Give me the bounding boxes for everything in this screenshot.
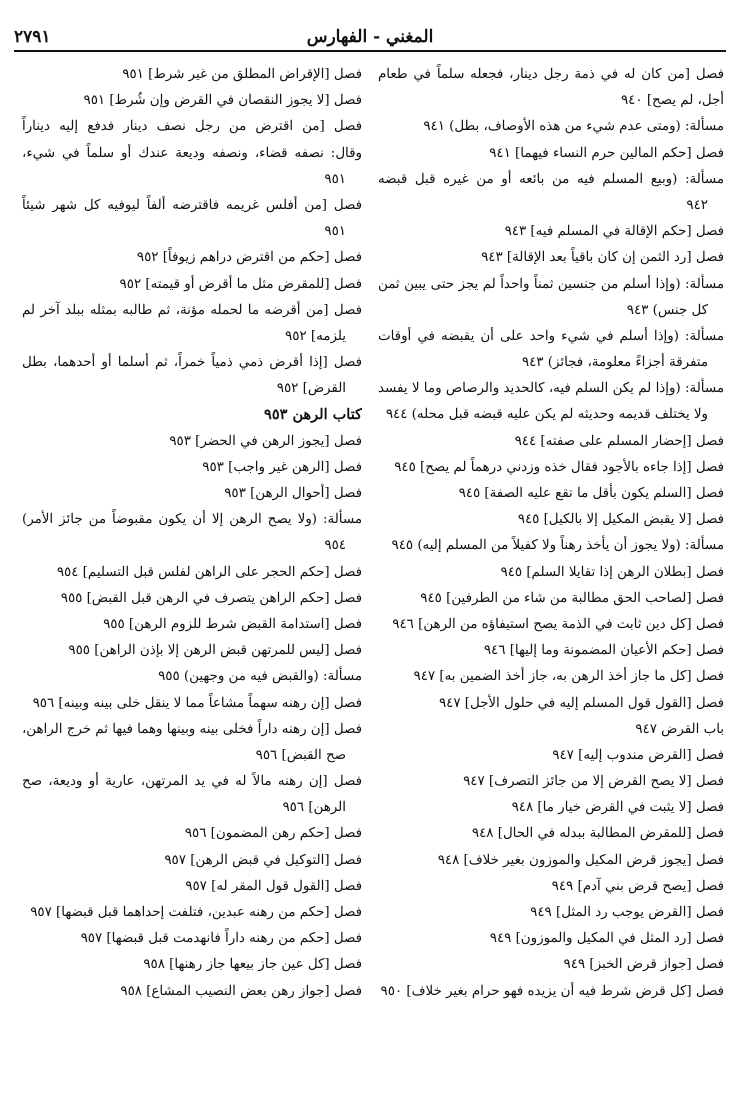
index-entry-line: مسألة: (وإذا لم يكن السلم فيه، كالحديد والرصاص وما لا يفسد	[378, 381, 724, 397]
index-entry-line: فصل [لا يصح القرض إلا من جائز التصرف] ٩٤٧	[463, 774, 724, 790]
index-entry-line: أجل، لم يصح] ٩٤٠	[620, 93, 724, 109]
index-entry-line: مسألة: (وإذا أسلم في شيء واحد على أن يقبضه في أوقات	[378, 328, 724, 344]
index-entry-line: وقال: نصفه قضاء، ونصفه وديعة عندك أو سلماً في شيء،	[22, 145, 362, 161]
index-entry-line: فصل [حكم رهن المضمون] ٩٥٦	[184, 826, 362, 842]
index-entry-line: فصل [القول قول المقر له] ٩٥٧	[185, 878, 362, 894]
index-entry-line: ٩٥١	[324, 171, 346, 187]
index-entry-line: فصل [كل عين جاز بيعها جاز رهنها] ٩٥٨	[143, 957, 362, 973]
index-entry-line: فصل [من اقترض من رجل نصف دينار فدفع إليه ديناراً	[22, 119, 362, 135]
index-entry-line: الرهن] ٩٥٦	[282, 800, 346, 816]
index-entry-line: فصل [يجوز قرض المكيل والموزون بغير خلاف] ٩٤٨	[437, 852, 724, 868]
index-entry-line: متفرقة أجزاءً معلومة، فجائز) ٩٤٣	[521, 355, 708, 371]
index-entry-line: فصل [حكم من رهنه داراً فانهدمت قبل قبضها] ٩٥٧	[80, 931, 362, 947]
index-entry-line: فصل [السلم يكون بأقل ما تقع عليه الصفة] ٩٤٥	[458, 486, 724, 501]
index-entry-line: باب القرض ٩٤٧	[635, 721, 724, 737]
index-entry-line: مسألة: (ومتى عدم شيء من هذه الأوصاف، بطل) ٩٤١	[423, 119, 724, 135]
index-entry-line: فصل [التوكيل في قبض الرهن] ٩٥٧	[164, 852, 362, 868]
index-entry-line: فصل [كل دين ثابت في الذمة يصح استيفاؤه من الرهن] ٩٤٦	[392, 616, 724, 632]
index-entry-line: فصل [للمقرض المطالبة ببدله في الحال] ٩٤٨	[471, 826, 724, 842]
index-entry-line: فصل [إحضار المسلم على صفته] ٩٤٤	[514, 433, 724, 449]
index-entry-line: فصل [القرض يوجب رد المثل] ٩٤٩	[530, 905, 724, 920]
index-entry-line: ٩٥٤	[324, 538, 346, 554]
index-column-right	[378, 62, 724, 1005]
index-entry-line: فصل [كل ما جاز أخذ الرهن به، جاز أخذ الضمين به] ٩٤٧	[413, 669, 724, 685]
index-entry-line: فصل [القرض مندوب إليه] ٩٤٧	[552, 747, 724, 763]
index-entry-line: فصل [حكم الراهن يتصرف في الرهن قبل القبض] ٩٥٥	[60, 590, 362, 606]
index-entry-line: ولا يختلف قديمه وحديثه لم يكن عليه قبضه قبل محله) ٩٤٤	[385, 407, 708, 423]
page-header	[14, 26, 726, 48]
index-entry-line: فصل [يجوز الرهن في الحضر] ٩٥٣	[169, 433, 362, 449]
index-entry-line: فصل [ليس للمرتهن قبض الرهن إلا بإذن الراهن] ٩٥٥	[68, 643, 362, 659]
index-entry-line: مسألة: (وبيع المسلم فيه من بائعه أو من غيره قبل قبضه	[378, 171, 724, 187]
index-entry-line: فصل [حكم الحجر على الراهن لفلس قبل التسليم] ٩٥٤	[56, 564, 362, 580]
index-entry-line: القرض] ٩٥٢	[276, 381, 346, 397]
header-rule	[14, 50, 726, 52]
index-entry-line: فصل [حكم الأعيان المضمونة وما إليها] ٩٤٦	[483, 643, 724, 659]
index-entry-line: فصل [القول قول المسلم إليه في حلول الأجل] ٩٤٧	[438, 695, 724, 711]
index-entry-line: فصل [لصاحب الحق مطالبة من شاء من الطرفين] ٩٤٥	[420, 590, 724, 606]
index-entry-line: فصل [يصح قرض بني آدم] ٩٤٩	[551, 878, 724, 894]
index-entry-line: فصل [رد المثل في المكيل والموزون] ٩٤٩	[489, 931, 724, 947]
index-entry-line: فصل [حكم من اقترض دراهم زيوفاً] ٩٥٢	[136, 250, 362, 266]
index-entry-line: كل جنس) ٩٤٣	[626, 302, 708, 318]
index-entry-line: مسألة: (ولا يجوز أن يأخذ رهناً ولا كفيلاً من المسلم إليه) ٩٤٥	[391, 538, 724, 554]
index-entry-line: فصل [بطلان الرهن إذا تقايلا السلم] ٩٤٥	[500, 564, 724, 580]
index-entry-line: مسألة: (وإذا أسلم من جنسين ثمناً واحداً لم يجز حتى يبين ثمن	[378, 276, 724, 292]
index-entry-line: فصل [جواز قرض الخبز] ٩٤٩	[563, 957, 724, 973]
index-entry-line: ٩٥١	[324, 224, 346, 240]
index-entry-line: فصل [رد الثمن إن كان باقياً بعد الإقالة] ٩٤٣	[481, 250, 724, 266]
index-column-left	[22, 62, 362, 1005]
index-entry-line: فصل [حكم من رهنه عبدين، فتلفت إحداهما قبل قبضها] ٩٥٧	[30, 905, 362, 920]
page-number: ٢٧٩١	[14, 27, 51, 47]
index-entry-line: فصل [للمقرض مثل ما أقرض أو قيمته] ٩٥٢	[119, 276, 362, 292]
index-entry-line: فصل [من كان له في ذمة رجل دينار، فجعله سلماً في طعام	[378, 67, 724, 82]
index-entry-line: فصل [إذا أقرض ذمي ذمياً خمراً، ثم أسلما أو أحدهما، بطل	[22, 355, 362, 371]
index-entry-line: فصل [لا يثبت في القرض خيار ما] ٩٤٨	[511, 800, 724, 816]
index-entry-line: فصل [إن رهنه مالاً له في يد المرتهن، عارية أو وديعة، صح	[22, 774, 362, 790]
index-entry-line: فصل [لا يجوز النقصان في القرض وإن شُرط] ٩٥١	[83, 93, 362, 109]
section-heading: كتاب الرهن ٩٥٣	[264, 406, 362, 424]
index-entry-line: مسألة: (والقبض فيه من وجهين) ٩٥٥	[158, 669, 362, 685]
index-entry-line: فصل [الإقراض المطلق من غير شرط] ٩٥١	[122, 67, 362, 82]
running-title: المغني - الفهارس	[306, 27, 434, 47]
index-entry-line: فصل [جواز رهن بعض النصيب المشاع] ٩٥٨	[120, 983, 362, 999]
index-entry-line: مسألة: (ولا يصح الرهن إلا أن يكون مقبوضاً من جائز الأمر)	[22, 512, 362, 528]
index-entry-line: فصل [الرهن غير واجب] ٩٥٣	[202, 459, 362, 475]
index-entry-line: فصل [من أفلس غريمه فاقترضه ألفاً ليوفيه كل شهر شيئاً	[22, 197, 362, 213]
index-entry-line: ٩٤٢	[686, 197, 708, 213]
index-entry-line: فصل [إذا جاءه بالأجود فقال خذه وزدني درهماً لم يصح] ٩٤٥	[394, 459, 724, 475]
index-entry-line: فصل [حكم المالين حرم النساء فيهما] ٩٤١	[489, 145, 724, 161]
index-entry-line: يلزمه] ٩٥٢	[285, 328, 346, 344]
index-entry-line: فصل [إن رهنه سهماً مشاعاً مما لا ينقل خلى بينه وبينه] ٩٥٦	[32, 695, 362, 711]
index-entry-line: فصل [استدامة القبض شرط للزوم الرهن] ٩٥٥	[103, 616, 362, 632]
index-entry-line: صح القبض] ٩٥٦	[255, 747, 346, 763]
index-entry-line: فصل [حكم الإقالة في المسلم فيه] ٩٤٣	[504, 224, 724, 240]
index-entry-line: فصل [إن رهنه داراً فخلى بينه وبينها وهما فيها ثم خرج الراهن،	[22, 721, 362, 737]
index-entry-line: فصل [أحوال الرهن] ٩٥٣	[224, 486, 362, 501]
index-entry-line: فصل [كل قرض شرط فيه أن يزيده فهو حرام بغير خلاف] ٩٥٠	[380, 983, 724, 999]
index-entry-line: فصل [من أقرضه ما لحمله مؤنة، ثم طالبه بمثله ببلد آخر لم	[22, 302, 362, 318]
index-entry-line: فصل [لا يقبض المكيل إلا بالكيل] ٩٤٥	[517, 512, 724, 528]
